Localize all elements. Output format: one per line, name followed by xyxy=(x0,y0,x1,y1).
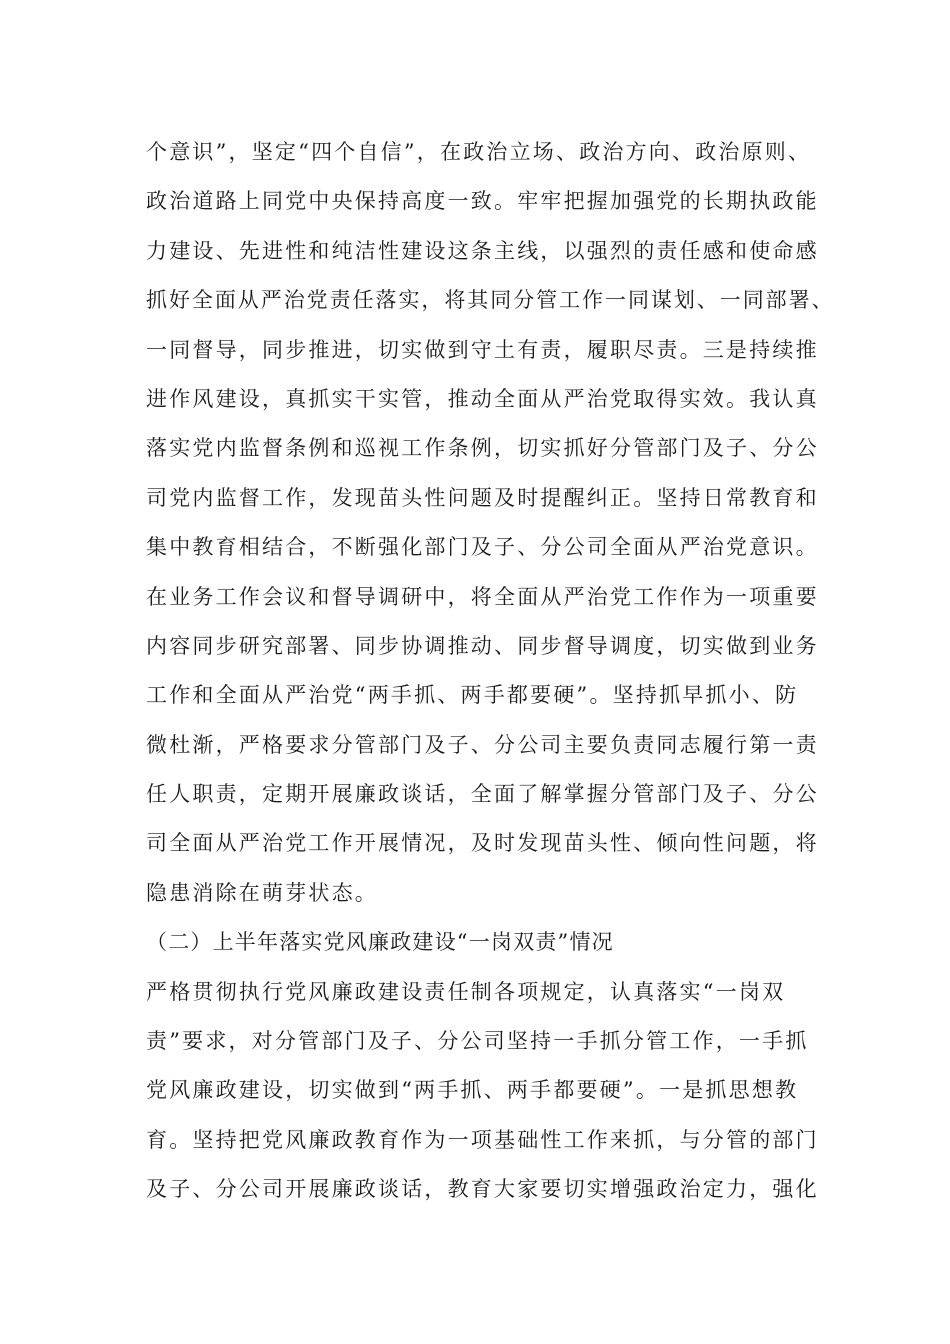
text-line: 微杜渐，严格要求分管部门及子、分公司主要负责同志履行第一责 xyxy=(146,732,819,757)
text-line: 落实党内监督条例和巡视工作条例，切实抓好分管部门及子、分公 xyxy=(146,436,819,461)
text-line: 任人职责，定期开展廉政谈话，全面了解掌握分管部门及子、分公 xyxy=(146,782,819,807)
text-line: 育。坚持把党风廉政教育作为一项基础性工作来抓，与分管的部门 xyxy=(146,1127,819,1152)
document-body xyxy=(146,128,836,1215)
text-line: 抓好全面从严治党责任落实，将其同分管工作一同谋划、一同部署、 xyxy=(146,288,835,313)
text-line: 司党内监督工作，发现苗头性问题及时提醒纠正。坚持日常教育和 xyxy=(146,485,819,510)
text-line: 工作和全面从严治党“两手抓、两手都要硬”。坚持抓早抓小、防 xyxy=(146,683,799,708)
text-line: 个意识”，坚定“四个自信”，在政治立场、政治方向、政治原则、 xyxy=(146,140,812,164)
text-line: 及子、分公司开展廉政谈话，教育大家要切实增强政治定力，强化 xyxy=(146,1177,819,1202)
text-line: 力建设、先进性和纯洁性建设这条主线，以强烈的责任感和使命感 xyxy=(146,238,819,263)
text-line: 一同督导，同步推进，切实做到守土有责，履职尽责。三是持续推 xyxy=(146,337,819,362)
text-line: 进作风建设，真抓实干实管，推动全面从严治党取得实效。我认真 xyxy=(146,386,819,411)
text-line: 内容同步研究部署、同步协调推动、同步督导调度，切实做到业务 xyxy=(146,633,819,658)
text-line: 政治道路上同党中央保持高度一致。牢牢把握加强党的长期执政能 xyxy=(146,189,819,214)
text-line: 严格贯彻执行党风廉政建设责任制各项规定，认真落实“一岗双 xyxy=(146,979,786,1004)
text-line: 司全面从严治党工作开展情况，及时发现苗头性、倾向性问题，将 xyxy=(146,831,819,856)
text-line: 集中教育相结合，不断强化部门及子、分公司全面从严治党意识。 xyxy=(146,535,819,560)
text-line: 在业务工作会议和督导调研中，将全面从严治党工作作为一项重要 xyxy=(146,584,819,609)
section-heading: （二）上半年落实党风廉政建设“一岗双责”情况 xyxy=(146,930,614,955)
text-line: 党风廉政建设，切实做到“两手抓、两手都要硬”。一是抓思想教 xyxy=(146,1078,799,1103)
text-line: 隐患消除在萌芽状态。 xyxy=(146,880,378,905)
text-line: 责”要求，对分管部门及子、分公司坚持一手抓分管工作，一手抓 xyxy=(146,1029,809,1054)
